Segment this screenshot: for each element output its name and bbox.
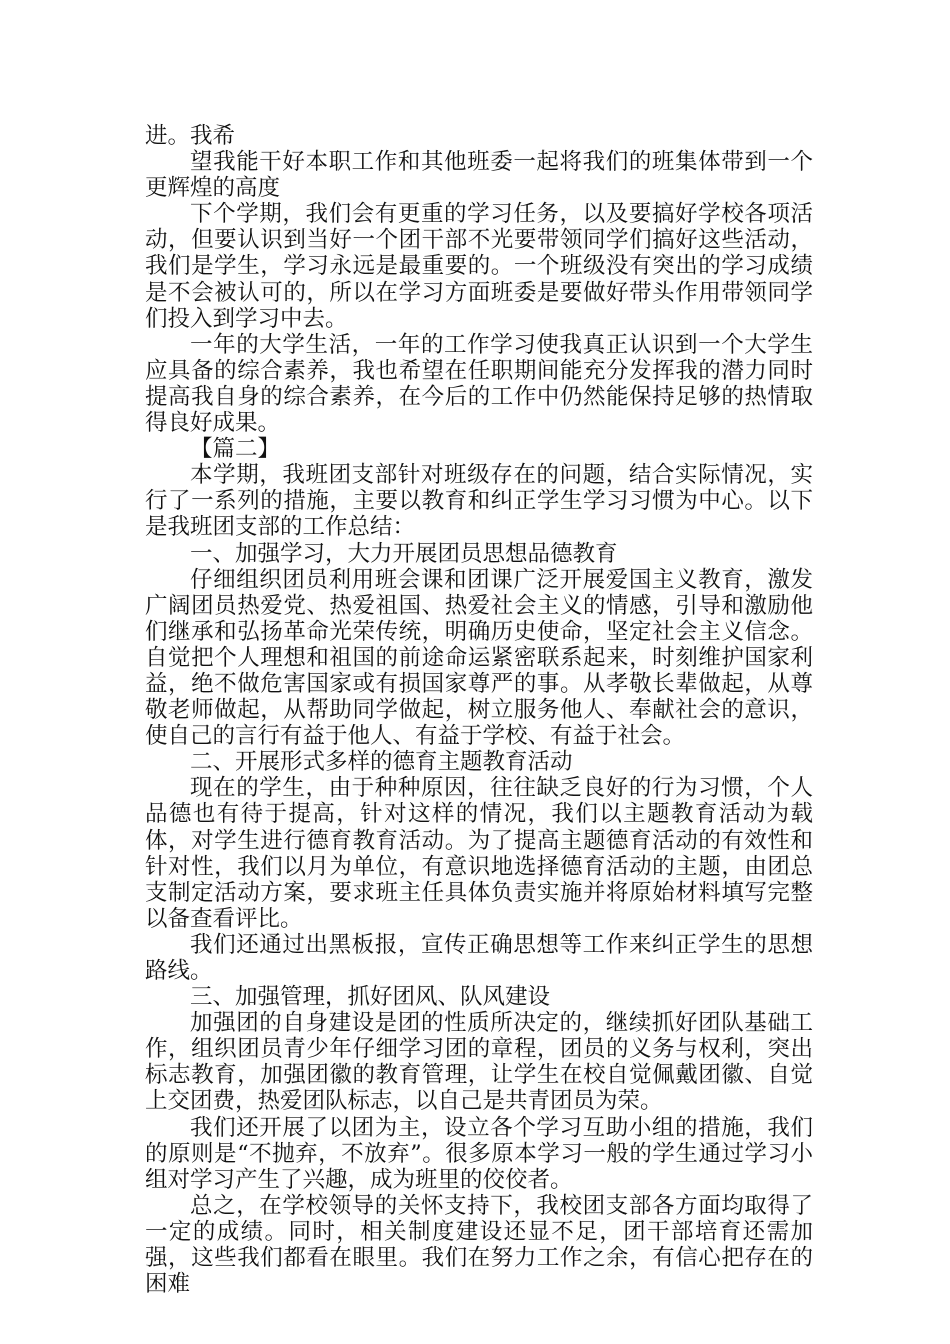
paragraph-14: 我们还开展了以团为主，设立各个学习互助小组的措施，我们的原则是“不抛弃，不放弃”。很多原本学习一般的学生通过学习小组对学习产生了兴趣，成为班里的佼佼者。 bbox=[145, 1114, 813, 1193]
section-heading-1: 一、加强学习，大力开展团员思想品德教育 bbox=[190, 540, 618, 567]
paragraph-11: 我们还通过出黑板报，宣传正确思想等工作来纠正学生的思想路线。 bbox=[145, 931, 813, 984]
paragraph-4: 一年的大学生活，一年的工作学习使我真正认识到一个大学生应具备的综合素养，我也希望在任职期间能充分发挥我的潜力同时提高我自身的综合素养，在今后的工作中仍然能保持足够的热情取得良好成果。 bbox=[145, 331, 813, 437]
paragraph-13: 加强团的自身建设是团的性质所决定的，继续抓好团队基础工作，组织团员青少年仔细学习团的章程，团员的义务与权利，突出标志教育，加强团徽的教育管理，让学生在校自觉佩戴团徽、自觉上交团费，热爱团队标志，以自己是共青团员为荣。 bbox=[145, 1010, 813, 1115]
paragraph-1: 进。我希 bbox=[145, 123, 236, 149]
paragraph-8: 仔细组织团员利用班会课和团课广泛开展爱国主义教育，激发广阔团员热爱党、热爱祖国、热爱社会主义的情感，引导和激励他们继承和弘扬革命光荣传统，明确历史使命，坚定社会主义信念。自觉把个人理想和祖国的前途命运紧密联系起来，时刻维护国家利益，绝不做危害国家或有损国家尊严的事。从孝敬长辈做起，从尊敬老师做起，从帮助同学做起，树立服务他人、奉献社会的意识，使自己的言行有益于他人、有益于学校、有益于社会。 bbox=[145, 566, 813, 750]
paragraph-3: 下个学期，我们会有更重的学习任务，以及要搞好学校各项活动，但要认识到当好一个团干部不光要带领同学们搞好这些活动，我们是学生，学习永远是最重要的。一个班级没有突出的学习成绩是不会被认可的，所以在学习方面班委是要做好带头作用带领同学们投入到学习中去。 bbox=[145, 201, 813, 332]
paragraph-15: 总之，在学校领导的关怀支持下，我校团支部各方面均取得了一定的成绩。同时，相关制度建设还显不足，团干部培育还需加强，这些我们都看在眼里。我们在努力工作之余，有信心把存在的困难 bbox=[145, 1192, 813, 1298]
section-heading-part-two: 【篇二】 bbox=[190, 436, 281, 463]
paragraph-6: 本学期，我班团支部针对班级存在的问题，结合实际情况，实行了一系列的措施，主要以教育和纠正学生学习习惯为中心。以下是我班团支部的工作总结： bbox=[145, 462, 813, 541]
paragraph-2: 望我能干好本职工作和其他班委一起将我们的班集体带到一个更辉煌的高度 bbox=[145, 149, 813, 202]
section-heading-2: 二、开展形式多样的德育主题教育活动 bbox=[190, 749, 573, 776]
document-body bbox=[145, 123, 813, 1297]
paragraph-10: 现在的学生，由于种种原因，往往缺乏良好的行为习惯，个人品德也有待于提高，针对这样的情况，我们以主题教育活动为载体，对学生进行德育教育活动。为了提高主题德育活动的有效性和针对性，我们以月为单位，有意识地选择德育活动的主题，由团总支制定活动方案，要求班主任具体负责实施并将原始材料填写完整以备查看评比。 bbox=[145, 775, 813, 932]
section-heading-3: 三、加强管理，抓好团风、队风建设 bbox=[190, 984, 551, 1011]
